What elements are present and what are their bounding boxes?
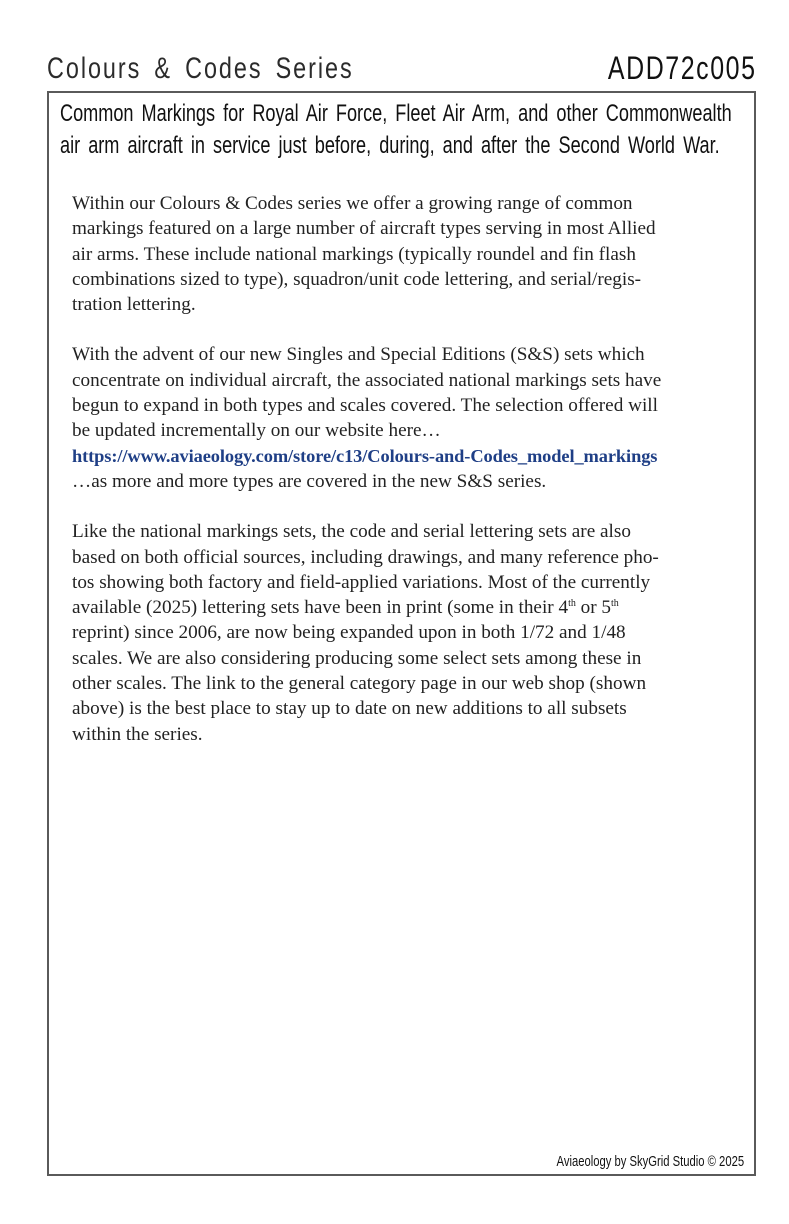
- body-text: [72, 191, 732, 772]
- text-fragment: available (2025) lettering sets have been in print (some in their 4: [72, 597, 569, 619]
- text-line: scales. We are also considering producing some select sets among these in: [72, 647, 642, 669]
- text-line: With the advent of our new Singles and Special Editions (S&S) sets which: [72, 344, 645, 366]
- paragraph-lettering: [72, 519, 732, 747]
- text-line: [72, 595, 732, 620]
- box-heading: [60, 98, 740, 162]
- text-line: reprint) since 2006, are now being expanded upon in both 1/72 and 1/48: [72, 622, 626, 644]
- ordinal-suffix: th: [611, 598, 619, 610]
- heading-line: Common Markings for Royal Air Force, Fleet Air Arm, and other Commonwealth: [60, 100, 732, 127]
- text-line: be updated incrementally on our website here…: [72, 420, 441, 442]
- footer-credit: Aviaeology by SkyGrid Studio © 2025: [556, 1153, 744, 1170]
- text-line: other scales. The link to the general category page in our web shop (shown: [72, 673, 647, 695]
- text-line: within the series.: [72, 723, 203, 745]
- link-line: [72, 444, 732, 469]
- paragraph-singles-special: [72, 342, 732, 494]
- text-line: concentrate on individual aircraft, the associated national markings sets have: [72, 369, 662, 391]
- text-line: tos showing both factory and field-applied variations. Most of the currently: [72, 571, 651, 593]
- heading-line: air arm aircraft in service just before, during, and after the Second World War.: [60, 132, 720, 159]
- text-line: Within our Colours & Codes series we offer a growing range of common: [72, 193, 633, 214]
- text-line: above) is the best place to stay up to date on new additions to all subsets: [72, 698, 627, 720]
- content-box: [47, 91, 756, 1176]
- text-line: Like the national markings sets, the code and serial lettering sets are also: [72, 521, 631, 543]
- product-code: ADD72c005: [608, 50, 757, 86]
- store-link[interactable]: https://www.aviaeology.com/store/c13/Colours-and-Codes_model_markings: [72, 445, 658, 466]
- series-title: Colours & Codes Series: [47, 52, 354, 85]
- text-line: …as more and more types are covered in the new S&S series.: [72, 470, 547, 492]
- text-line: tration lettering.: [72, 294, 196, 316]
- paragraph-intro: [72, 191, 732, 317]
- text-line: begun to expand in both types and scales covered. The selection offered will: [72, 395, 658, 417]
- text-line: combinations sized to type), squadron/unit code lettering, and serial/regis-: [72, 268, 642, 290]
- text-line: air arms. These include national markings (typically roundel and fin flash: [72, 243, 636, 265]
- page-header: [47, 40, 757, 84]
- text-line: markings featured on a large number of aircraft types serving in most Allied: [72, 218, 656, 240]
- ordinal-suffix: th: [568, 598, 576, 610]
- text-line: based on both official sources, including drawings, and many reference pho-: [72, 546, 659, 568]
- text-fragment: or 5: [575, 597, 612, 619]
